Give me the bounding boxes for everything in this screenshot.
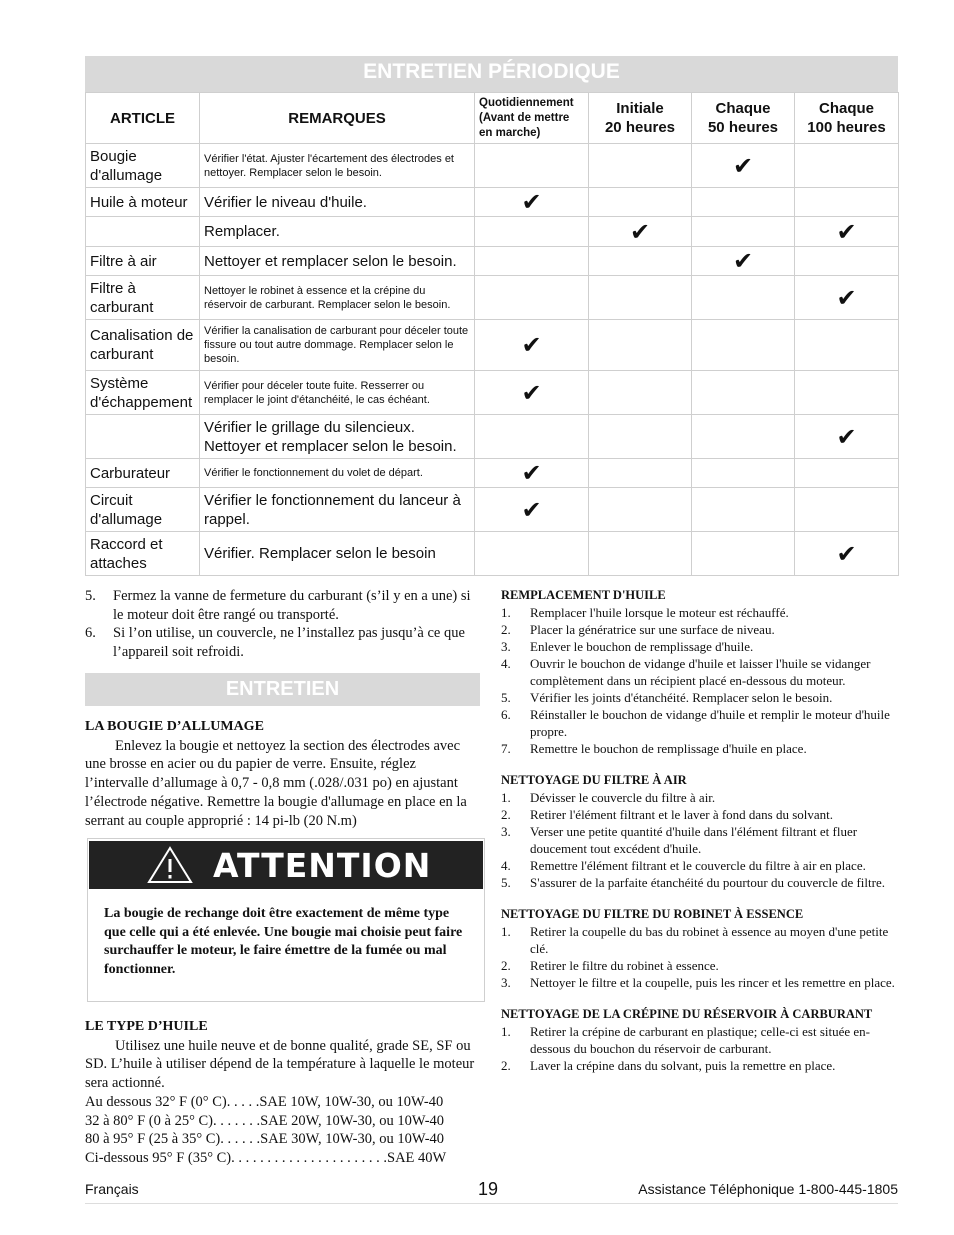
check-50h (692, 532, 795, 576)
table-row (86, 320, 899, 371)
check-50h (692, 459, 795, 488)
oil-grade: SAE 20W, 10W-30, ou 10W-40 (260, 1112, 445, 1129)
check-daily: ✔ (475, 371, 589, 415)
list-item (501, 957, 899, 974)
remark-cell: Vérifier le fonctionnement du volet de départ. (200, 459, 475, 488)
item-text: Fermez la vanne de fermeture du carburant (s’il y en a une) si le moteur doit être rangé ou transporté. (113, 588, 471, 623)
right-column (501, 587, 899, 1074)
check-initial (589, 488, 692, 532)
check-daily (475, 415, 589, 459)
item-text: Ouvrir le bouchon de vidange d'huile et laisser l'huile se vidanger complètement dans un récipient placé en-dessous du moteur. (530, 656, 871, 688)
header-50h: Chaque 50 heures (692, 93, 795, 144)
footer-language: Français (85, 1181, 139, 1197)
check-daily: ✔ (475, 320, 589, 371)
check-100h (795, 247, 899, 276)
dot-leader: . . . . . . . (213, 1112, 261, 1129)
check-daily (475, 532, 589, 576)
footer-phone: Assistance Téléphonique 1-800-445-1805 (638, 1181, 898, 1197)
article-cell: Système d'échappement (86, 371, 200, 415)
article-cell: Huile à moteur (86, 188, 200, 217)
check-50h: ✔ (692, 144, 795, 188)
check-daily (475, 217, 589, 247)
check-100h (795, 144, 899, 188)
article-cell: Circuit d'allumage (86, 488, 200, 532)
oil-grades (85, 1093, 485, 1168)
check-initial (589, 371, 692, 415)
item-number: 5. (85, 588, 96, 604)
item-number: 5. (501, 690, 511, 705)
list-item (85, 624, 483, 661)
entretien-band: ENTRETIEN (85, 673, 480, 706)
list-item (501, 604, 899, 621)
table-row (86, 144, 899, 188)
attention-bar (89, 841, 483, 889)
remark-cell: Vérifier la canalisation de carburant pour déceler toute fissure ou tout autre dommage. Remplacer selon le besoin. (200, 320, 475, 371)
check-50h (692, 415, 795, 459)
oil-heading: LE TYPE D’HUILE (85, 1019, 208, 1034)
check-100h: ✔ (795, 217, 899, 247)
attention-body: La bougie de rechange doit être exactement de même type que celle qui a été enlevée. Une bougie mai choisie peut faire surchauffer le moteur, le faire émettre de la fumée ou mal fonctionner. (104, 906, 463, 978)
oil-intro: Utilisez une huile neuve et de bonne qualité, grade SE, SF ou SD. L’huile à utiliser dépend de la température à laquelle le moteur sera actionné. (85, 1037, 475, 1092)
check-initial (589, 320, 692, 371)
list-item (501, 706, 899, 740)
check-50h (692, 217, 795, 247)
list-item (501, 740, 899, 757)
item-number: 4. (501, 858, 511, 873)
section-heading: NETTOYAGE DE LA CRÉPINE DU RÉSERVOIR À CARBURANT (501, 1007, 873, 1021)
check-initial (589, 247, 692, 276)
check-50h: ✔ (692, 247, 795, 276)
remark-cell: Nettoyer le robinet à essence et la crépine du réservoir de carburant. Remplacer selon le besoin. (200, 276, 475, 320)
check-daily: ✔ (475, 188, 589, 217)
list-item (501, 974, 899, 991)
item-text: Retirer l'élément filtrant et le laver à fond dans du solvant. (530, 807, 834, 822)
dot-leader: . . . . . (226, 1093, 260, 1110)
item-text: Retirer la crépine de carburant en plastique; celle-ci est située en-dessous du bouchon du réservoir de carburant. (530, 1024, 870, 1056)
table-row (86, 188, 899, 217)
list-item (501, 1023, 899, 1057)
header-article: ARTICLE (86, 93, 200, 144)
footer (85, 1175, 898, 1204)
section-heading: NETTOYAGE DU FILTRE À AIR (501, 773, 687, 787)
remark-cell: Nettoyer et remplacer selon le besoin. (200, 247, 475, 276)
oil-grade: SAE 40W (387, 1149, 447, 1166)
item-text: Retirer le filtre du robinet à essence. (530, 958, 719, 973)
check-initial (589, 276, 692, 320)
check-100h (795, 488, 899, 532)
check-100h (795, 459, 899, 488)
list-item (501, 638, 899, 655)
dot-leader: . . . . . . (220, 1131, 261, 1148)
dot-leader: . . . . . . . . . . . . . . . . . . . . . . (231, 1149, 388, 1166)
check-daily: ✔ (475, 459, 589, 488)
maintenance-title: ENTRETIEN PÉRIODIQUE (85, 56, 898, 92)
remark-cell: Vérifier le fonctionnement du lanceur à rappel. (200, 488, 475, 532)
temperature-range: Ci-dessous 95° F (35° C) (85, 1149, 232, 1166)
table-row (86, 415, 899, 459)
article-cell (86, 217, 200, 247)
spark-section (85, 718, 483, 830)
list-item (501, 621, 899, 638)
item-number: 1. (501, 605, 511, 620)
article-cell: Canalisation de carburant (86, 320, 200, 371)
check-daily (475, 247, 589, 276)
item-number: 5. (501, 875, 511, 890)
item-number: 3. (501, 824, 511, 839)
list-item (501, 923, 899, 957)
check-initial (589, 188, 692, 217)
article-cell: Filtre à carburant (86, 276, 200, 320)
check-initial (589, 532, 692, 576)
item-number: 3. (501, 975, 511, 990)
numbered-list (501, 923, 899, 991)
item-text: Remettre l'élément filtrant et le couvercle du filtre à air en place. (530, 858, 866, 873)
item-text: Réinstaller le bouchon de vidange d'huile et remplir le moteur d'huile propre. (530, 707, 890, 739)
check-initial: ✔ (589, 217, 692, 247)
check-100h (795, 188, 899, 217)
item-text: Remettre le bouchon de remplissage d'huile en place. (530, 741, 807, 756)
check-100h: ✔ (795, 532, 899, 576)
page-number: 19 (478, 1179, 499, 1199)
item-number: 1. (501, 790, 511, 805)
oil-grade-row (85, 1149, 485, 1168)
item-number: 7. (501, 741, 511, 756)
table-row (86, 247, 899, 276)
article-cell: Raccord et attaches (86, 532, 200, 576)
list-item (501, 655, 899, 689)
check-50h (692, 320, 795, 371)
numbered-list (501, 1023, 899, 1074)
item-number: 6. (85, 625, 96, 642)
check-initial (589, 415, 692, 459)
item-text: Nettoyer le filtre et la coupelle, puis les rincer et les remettre en place. (530, 975, 895, 990)
spark-text: Enlevez la bougie et nettoyez la section des électrodes avec une brosse en acier ou du papier de verre. Ensuite, réglez l’intervalle d’allumage à 0,7 - 0,8 mm (.028/.031 po) en ajustant l’électrode négative. Remettre la bougie d'allumage en place en la serrant au couple approprié : 14 pi-lb (20 N.m) (85, 737, 467, 829)
list-item (501, 857, 899, 874)
check-daily: ✔ (475, 488, 589, 532)
item-text: Dévisser le couvercle du filtre à air. (530, 790, 716, 805)
table-row (86, 217, 899, 247)
header-100h: Chaque 100 heures (795, 93, 899, 144)
item-text: Enlever le bouchon de remplissage d'huile. (530, 639, 754, 654)
header-initial: Initiale 20 heures (589, 93, 692, 144)
oil-section (85, 1018, 485, 1168)
table-row (86, 459, 899, 488)
temperature-range: Au dessous 32° F (0° C) (85, 1093, 227, 1110)
temperature-range: 80 à 95° F (25 à 35° C) (85, 1131, 221, 1148)
table-header-row (86, 93, 899, 144)
article-cell (86, 415, 200, 459)
check-50h (692, 488, 795, 532)
check-50h (692, 371, 795, 415)
item-number: 2. (501, 958, 511, 973)
item-text: Placer la génératrice sur une surface de niveau. (530, 622, 775, 637)
remark-cell: Vérifier le grillage du silencieux. Nettoyer et remplacer selon le besoin. (200, 415, 475, 459)
section-heading: REMPLACEMENT D'HUILE (501, 588, 666, 602)
maintenance-table (85, 92, 899, 576)
oil-grade: SAE 10W, 10W-30, ou 10W-40 (259, 1093, 444, 1110)
check-100h: ✔ (795, 276, 899, 320)
item-number: 3. (501, 639, 511, 654)
attention-box (87, 838, 485, 1002)
table-row (86, 371, 899, 415)
oil-grade: SAE 30W, 10W-30, ou 10W-40 (260, 1131, 445, 1148)
remark-cell: Vérifier pour déceler toute fuite. Resserrer ou remplacer le joint d'étanchéité, le cas échéant. (200, 371, 475, 415)
check-100h: ✔ (795, 415, 899, 459)
oil-grade-row (85, 1130, 485, 1149)
remark-cell: Vérifier l'état. Ajuster l'écartement des électrodes et nettoyer. Remplacer selon le besoin. (200, 144, 475, 188)
item-number: 4. (501, 656, 511, 671)
item-text: Remplacer l'huile lorsque le moteur est réchauffé. (530, 605, 789, 620)
header-daily: Quotidiennement (Avant de mettre en marche) (475, 93, 589, 144)
item-number: 2. (501, 622, 511, 637)
spark-heading: LA BOUGIE D’ALLUMAGE (85, 719, 264, 734)
item-text: S'assurer de la parfaite étanchéité du pourtour du couvercle de filtre. (530, 875, 885, 890)
check-initial (589, 144, 692, 188)
attention-label: ATTENTION (213, 846, 432, 885)
check-100h (795, 320, 899, 371)
oil-grade-row (85, 1093, 485, 1112)
numbered-list (501, 604, 899, 757)
article-cell: Bougie d'allumage (86, 144, 200, 188)
item-text: Si l’on utilise, un couvercle, ne l’installez pas jusqu’à ce que l’appareil soit refroidi. (113, 625, 465, 661)
item-text: Verser une petite quantité d'huile dans l'élément filtrant et fluer doucement tout excédent d'huile. (530, 824, 858, 856)
check-daily (475, 144, 589, 188)
check-daily (475, 276, 589, 320)
list-item (501, 806, 899, 823)
left-steps (85, 587, 483, 662)
list-item (501, 689, 899, 706)
section-heading: NETTOYAGE DU FILTRE DU ROBINET À ESSENCE (501, 907, 804, 921)
numbered-list (501, 789, 899, 891)
check-initial (589, 459, 692, 488)
header-remarks: REMARQUES (200, 93, 475, 144)
item-text: Retirer la coupelle du bas du robinet à essence au moyen d'une petite clé. (530, 924, 889, 956)
check-50h (692, 188, 795, 217)
table-row (86, 276, 899, 320)
article-cell: Filtre à air (86, 247, 200, 276)
article-cell: Carburateur (86, 459, 200, 488)
item-text: Laver la crépine dans du solvant, puis la remettre en place. (530, 1058, 836, 1073)
item-number: 1. (501, 924, 511, 939)
oil-grade-row (85, 1112, 485, 1131)
item-number: 6. (501, 707, 511, 722)
list-item (501, 823, 899, 857)
list-item (85, 587, 483, 624)
remark-cell: Vérifier. Remplacer selon le besoin (200, 532, 475, 576)
list-item (501, 789, 899, 806)
remark-cell: Vérifier le niveau d'huile. (200, 188, 475, 217)
item-number: 1. (501, 1024, 511, 1039)
remark-cell: Remplacer. (200, 217, 475, 247)
temperature-range: 32 à 80° F (0 à 25° C) (85, 1112, 213, 1129)
item-number: 2. (501, 807, 511, 822)
table-row (86, 532, 899, 576)
list-item (501, 874, 899, 891)
check-50h (692, 276, 795, 320)
check-100h (795, 371, 899, 415)
list-item (501, 1057, 899, 1074)
item-number: 2. (501, 1058, 511, 1073)
warning-icon (146, 845, 194, 885)
item-text: Vérifier les joints d'étanchéité. Remplacer selon le besoin. (530, 690, 833, 705)
table-row (86, 488, 899, 532)
